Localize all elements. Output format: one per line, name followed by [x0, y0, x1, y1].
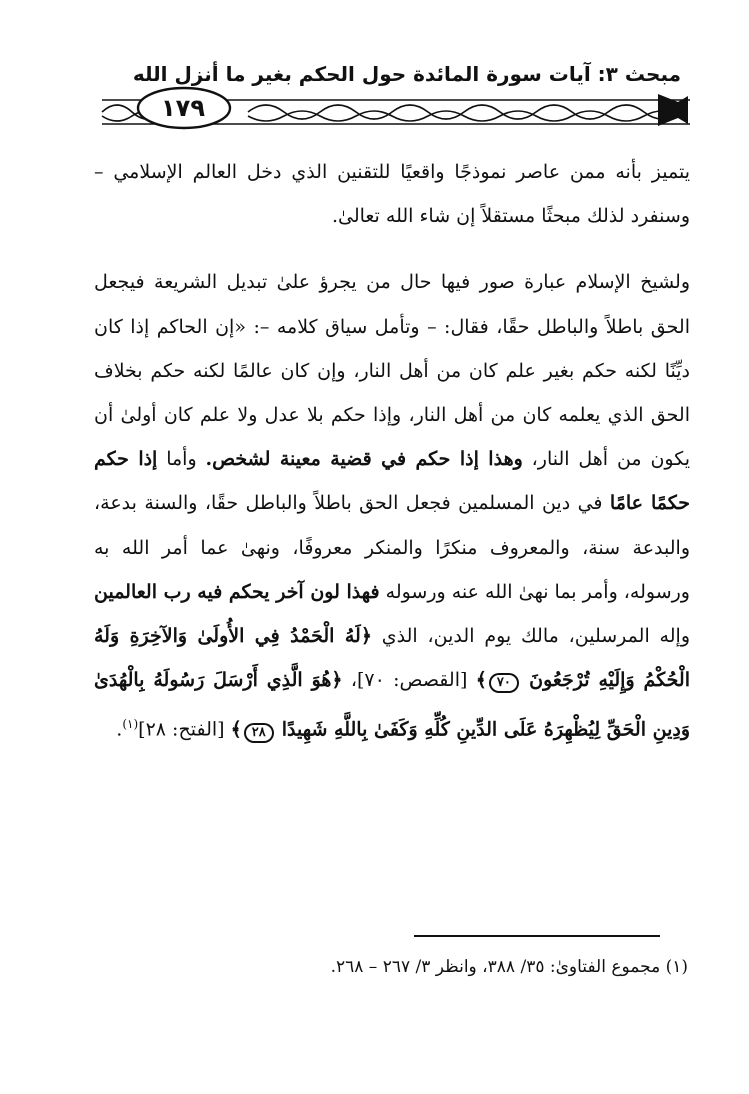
- running-title: مبحث ٣: آيات سورة المائدة حول الحكم بغير ما أنزل الله: [132, 62, 681, 86]
- quran-verse-1: ﴿لَهُ الْحَمْدُ فِي الأُولَىٰ وَالآخِرَةِ وَلَهُ الْحُكْمُ وَإِلَيْهِ تُرْجَعُونَ: [94, 625, 690, 692]
- paragraph-1: يتميز بأنه ممن عاصر نموذجًا واقعيًا للتقنين الذي دخل العالم الإسلامي – وسنفرد لذلك مبحثًا مستقلاً إن شاء الله تعالىٰ.: [94, 161, 690, 228]
- verse-2-close: ﴾: [230, 718, 242, 741]
- paragraph-end: .: [116, 718, 123, 741]
- paragraph-2: [94, 260, 690, 752]
- emphasis-2: إذا حكم حكمًا عامًا: [94, 448, 691, 515]
- verse-number-1: ٧٠: [489, 673, 519, 693]
- footnote-separator: [414, 935, 660, 937]
- paragraph-2-text-a: ولشيخ الإسلام عبارة صور فيها حال من يجرؤ علىٰ تبديل الشريعة فيجعل الحق باطلاً والباطل حقًا، فقال: – وتأمل سياق كلامه –: «إن الحاكم إذا كان ديِّنًا لكنه حكم بغير علم كان من أهل النار، وإن كان عالمًا لكنه حكم بخلاف الحق الذي يعلمه كان من أهل النار، وإذا حكم بلا عدل ولا علم كان أولىٰ أن يكون من أهل النار،: [94, 271, 691, 471]
- paragraph-2-text-mid: وأما: [157, 448, 206, 471]
- quran-verse-2: ﴿هُوَ الَّذِي أَرْسَلَ رَسُولَهُ بِالْهُدَىٰ وَدِينِ الْحَقِّ لِيُظْهِرَهُ عَلَى الدِّينِ كُلِّهِ وَكَفَىٰ بِاللَّهِ شَهِيدًا: [94, 669, 690, 741]
- page-number: ١٧٩: [161, 94, 205, 122]
- verse-number-2: ٢٨: [244, 723, 274, 743]
- paragraph-2-text-c: وإله المرسلين، مالك يوم الدين، الذي: [371, 625, 690, 648]
- verse-1-reference: [القصص: ٧٠]،: [342, 669, 476, 692]
- emphasis-1: وهذا إذا حكم في قضية معينة لشخص.: [205, 448, 523, 471]
- verse-2-reference: [الفتح: ٢٨]: [138, 718, 231, 741]
- footnote-1: (١) مجموع الفتاوىٰ: ٣٥/ ٣٨٨، وانظر ٣/ ٢٦٧ – ٢٦٨.: [330, 957, 688, 977]
- footnote-marker[interactable]: (١): [122, 717, 139, 732]
- body-text: [94, 150, 690, 890]
- paragraph-2-text-b: في دين المسلمين فجعل الحق باطلاً والباطل حقًا، والسنة بدعة، والبدعة سنة، والمعروف منكرًا والمنكر معروفًا، ونهىٰ عما أمر الله به ورسوله، وأمر بما نهىٰ الله عنه ورسوله: [94, 492, 690, 603]
- verse-1-close: ﴾: [475, 669, 487, 692]
- emphasis-3: فهذا لون آخر يحكم فيه رب العالمين: [94, 580, 380, 603]
